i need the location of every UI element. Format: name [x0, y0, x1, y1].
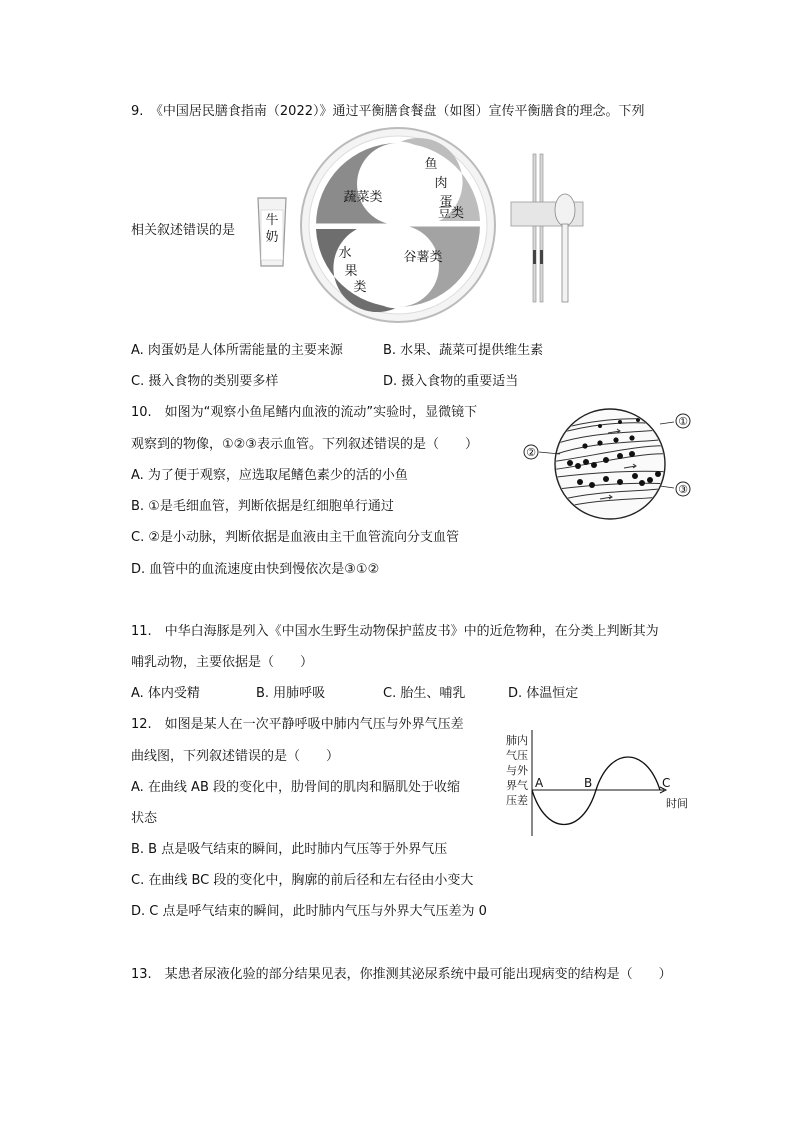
q11-stem-line1: 11. 中华白海豚是列入《中国水生野生动物保护蓝皮书》中的近危物种，在分类上判断其为 [131, 624, 659, 639]
q9-option-a: A. 肉蛋奶是人体所需能量的主要来源 [131, 343, 343, 358]
vegetables-label: 蔬菜类 [343, 190, 383, 205]
ylabel-line3: 与外 [506, 764, 528, 777]
vessel-label-3: ③ [678, 483, 688, 496]
q9-option-c: C. 摄入食物的类别要多样 [131, 374, 279, 389]
q11-option-a: A. 体内受精 [131, 686, 200, 701]
q9-stem-line2: 相关叙述错误的是 [131, 223, 236, 238]
q12-option-a-line2: 状态 [131, 811, 158, 826]
pressure-curve [532, 757, 660, 825]
meat-label: 肉 [434, 176, 448, 191]
q12-option-d: D. C 点是呼气结束的瞬间，此时肺内气压与外界大气压差为 0 [131, 904, 487, 919]
balanced-diet-plate-figure [298, 125, 498, 329]
q11-stem-line2: 哺乳动物，主要依据是（ ） [131, 655, 314, 670]
grains-label: 谷薯类 [403, 250, 443, 265]
milk-label-1: 牛 [265, 213, 279, 228]
q11-option-b: B. 用肺呼吸 [256, 686, 326, 701]
q12-stem-line1: 12. 如图是某人在一次平静呼吸中肺内气压与外界气压差 [131, 717, 464, 732]
ylabel-line2: 气压 [506, 749, 528, 762]
breathing-pressure-curve-figure [504, 728, 694, 844]
q10-option-b: B. ①是毛细血管，判断依据是红细胞单行通过 [131, 499, 394, 514]
milk-label-2: 奶 [265, 230, 279, 245]
ylabel-line5: 压差 [506, 794, 528, 807]
q13-stem-line1: 13. 某患者尿液化验的部分结果见表，你推测其泌尿系统中最可能出现病变的结构是（ ） [131, 967, 672, 982]
milk-glass-figure [252, 148, 292, 272]
xlabel: 时间 [666, 797, 688, 810]
q12-option-c: C. 在曲线 BC 段的变化中，胸廓的前后径和左右径由小变大 [131, 873, 474, 888]
fish-tail-blood-flow-figure [520, 406, 700, 526]
q11-option-c: C. 胎生、哺乳 [383, 686, 466, 701]
fish-label: 鱼 [424, 157, 438, 172]
q10-stem-line2: 观察到的物像，①②③表示血管。下列叙述错误的是（ ） [131, 437, 478, 452]
q12-option-a-line1: A. 在曲线 AB 段的变化中，肋骨间的肌肉和膈肌处于收缩 [131, 780, 461, 795]
q12-option-b: B. B 点是吸气结束的瞬间，此时肺内气压等于外界气压 [131, 842, 448, 857]
q10-option-c: C. ②是小动脉，判断依据是血液由主干血管流向分支血管 [131, 530, 459, 545]
fruit-label-1: 水 [338, 246, 352, 261]
point-b-label: B [584, 776, 593, 790]
q9-option-d: D. 摄入食物的重要适当 [383, 374, 519, 389]
bean-label: 豆类 [437, 206, 465, 221]
q10-option-d: D. 血管中的血流速度由快到慢依次是③①② [131, 562, 380, 577]
fruit-label-2: 果 [344, 264, 358, 279]
point-a-label: A [535, 776, 544, 790]
fruit-label-3: 类 [353, 280, 367, 295]
q9-option-b: B. 水果、蔬菜可提供维生素 [383, 343, 544, 358]
point-c-label: C [662, 776, 671, 790]
q10-option-a: A. 为了便于观察，应选取尾鳍色素少的活的小鱼 [131, 468, 408, 483]
q9-stem-line1: 9. 《中国居民膳食指南（2022）》通过平衡膳食餐盘（如图）宣传平衡膳食的理念。下列 [131, 104, 645, 119]
q10-stem-line1: 10. 如图为“观察小鱼尾鳍内血液的流动”实验时，显微镜下 [131, 405, 478, 420]
ylabel-line1: 肺内 [506, 734, 528, 747]
q11-option-d: D. 体温恒定 [508, 686, 579, 701]
q12-stem-line2: 曲线图，下列叙述错误的是（ ） [131, 749, 340, 764]
vessel-label-1: ① [678, 415, 688, 428]
egg-label: 蛋 [439, 195, 453, 210]
vessel-label-2: ② [526, 446, 536, 459]
chopsticks-spoon-figure [507, 152, 587, 308]
ylabel-line4: 界气 [506, 779, 528, 792]
